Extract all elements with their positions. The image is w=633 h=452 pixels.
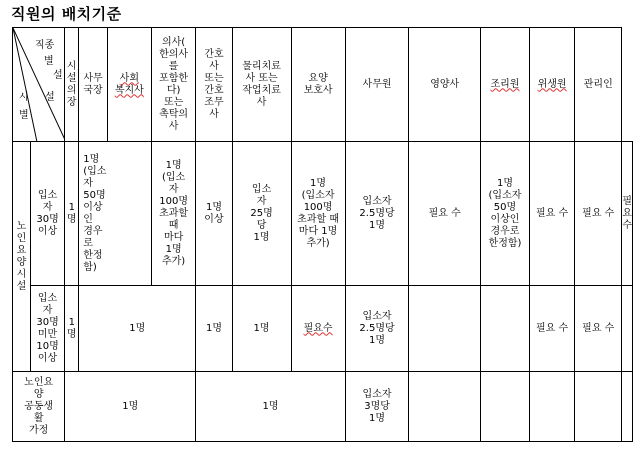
cell-empty bbox=[622, 286, 633, 372]
group-label-nursing-facility: 노인요양시설 bbox=[13, 142, 31, 372]
cell: 1명 이상 bbox=[196, 142, 232, 286]
staffing-standards-table bbox=[12, 27, 633, 442]
header-doctor: 의사( 한의사 를 포함한 다) 또는 촉탁의 사 bbox=[151, 28, 195, 142]
corner-row-label-3: 별 bbox=[19, 110, 29, 121]
row-label: 입소 자 30명 이상 bbox=[30, 142, 64, 286]
cell-empty bbox=[409, 286, 480, 372]
cell: 입소자 2.5명당 1명 bbox=[345, 286, 409, 372]
table-row bbox=[13, 142, 633, 286]
cell-empty bbox=[622, 372, 633, 442]
header-care-worker: 요양 보호사 bbox=[291, 28, 345, 142]
cell: 필요 수 bbox=[409, 142, 480, 286]
cell: 1명 (입소 자 50명 이상 인 경우 로 한정 함) bbox=[79, 142, 152, 286]
cell: 필요 수 bbox=[530, 142, 575, 286]
cell: 1명 (입소자 50명 이상인 경우로 한정함) bbox=[480, 142, 529, 286]
header-nurse: 간호 사 또는 간호 조무 사 bbox=[196, 28, 232, 142]
header-nutritionist: 영양사 bbox=[409, 28, 480, 142]
corner-cell bbox=[13, 28, 65, 142]
cell: 필요 수 bbox=[622, 142, 633, 286]
header-manager: 관리인 bbox=[575, 28, 622, 142]
header-therapist: 물리치료 사 또는 작업치료 사 bbox=[232, 28, 291, 142]
cell: 필요 수 bbox=[575, 286, 622, 372]
cell-empty bbox=[409, 372, 480, 442]
cell: 1명 bbox=[65, 372, 196, 442]
row-label: 입소 자 30명 미만 10명 이상 bbox=[30, 286, 64, 372]
cell: 1 명 bbox=[65, 286, 79, 372]
cell: 필요수 bbox=[291, 286, 345, 372]
cell-empty bbox=[480, 286, 529, 372]
cell: 1 명 bbox=[65, 142, 79, 286]
header-sanitation-worker: 위생원 bbox=[530, 28, 575, 142]
row-label: 노인요 양 공동생 활 가정 bbox=[13, 372, 65, 442]
table-row bbox=[13, 372, 633, 442]
cell-empty bbox=[575, 372, 622, 442]
header-office-worker: 사무원 bbox=[345, 28, 409, 142]
header-social-worker: 사회 복지사 bbox=[107, 28, 151, 142]
cell: 1명 bbox=[232, 286, 291, 372]
cell: 입소 자 25명 당 1명 bbox=[232, 142, 291, 286]
cell: 1명 bbox=[196, 286, 232, 372]
cell: 입소자 3명당 1명 bbox=[345, 372, 409, 442]
cell: 1명 bbox=[79, 286, 196, 372]
cell-empty bbox=[530, 372, 575, 442]
header-row bbox=[13, 28, 633, 142]
corner-row-label-2: 설 bbox=[45, 92, 55, 103]
header-facility-head: 시설의장 bbox=[65, 28, 79, 142]
page-title: 직원의 배치기준 bbox=[11, 5, 122, 23]
corner-col-label-2: 별 bbox=[44, 56, 54, 67]
cell: 필요 수 bbox=[575, 142, 622, 286]
cell: 1명 (입소자 100명 초과할 때 마다 1명 추가) bbox=[291, 142, 345, 286]
corner-row-label-4: 설 bbox=[53, 70, 63, 81]
table-row bbox=[13, 286, 633, 372]
cell: 1명 (입소 자 100명 초과할 때 마다 1명 추가) bbox=[151, 142, 195, 286]
header-secretary-general: 사무 국장 bbox=[79, 28, 108, 142]
corner-col-label-1: 직종 bbox=[35, 40, 55, 51]
cell-empty bbox=[480, 372, 529, 442]
corner-row-label-1: 시 bbox=[19, 92, 29, 103]
header-cook: 조리원 bbox=[480, 28, 529, 142]
cell: 1명 bbox=[196, 372, 345, 442]
cell: 입소자 2.5명당 1명 bbox=[345, 142, 409, 286]
cell: 필요 수 bbox=[530, 286, 575, 372]
